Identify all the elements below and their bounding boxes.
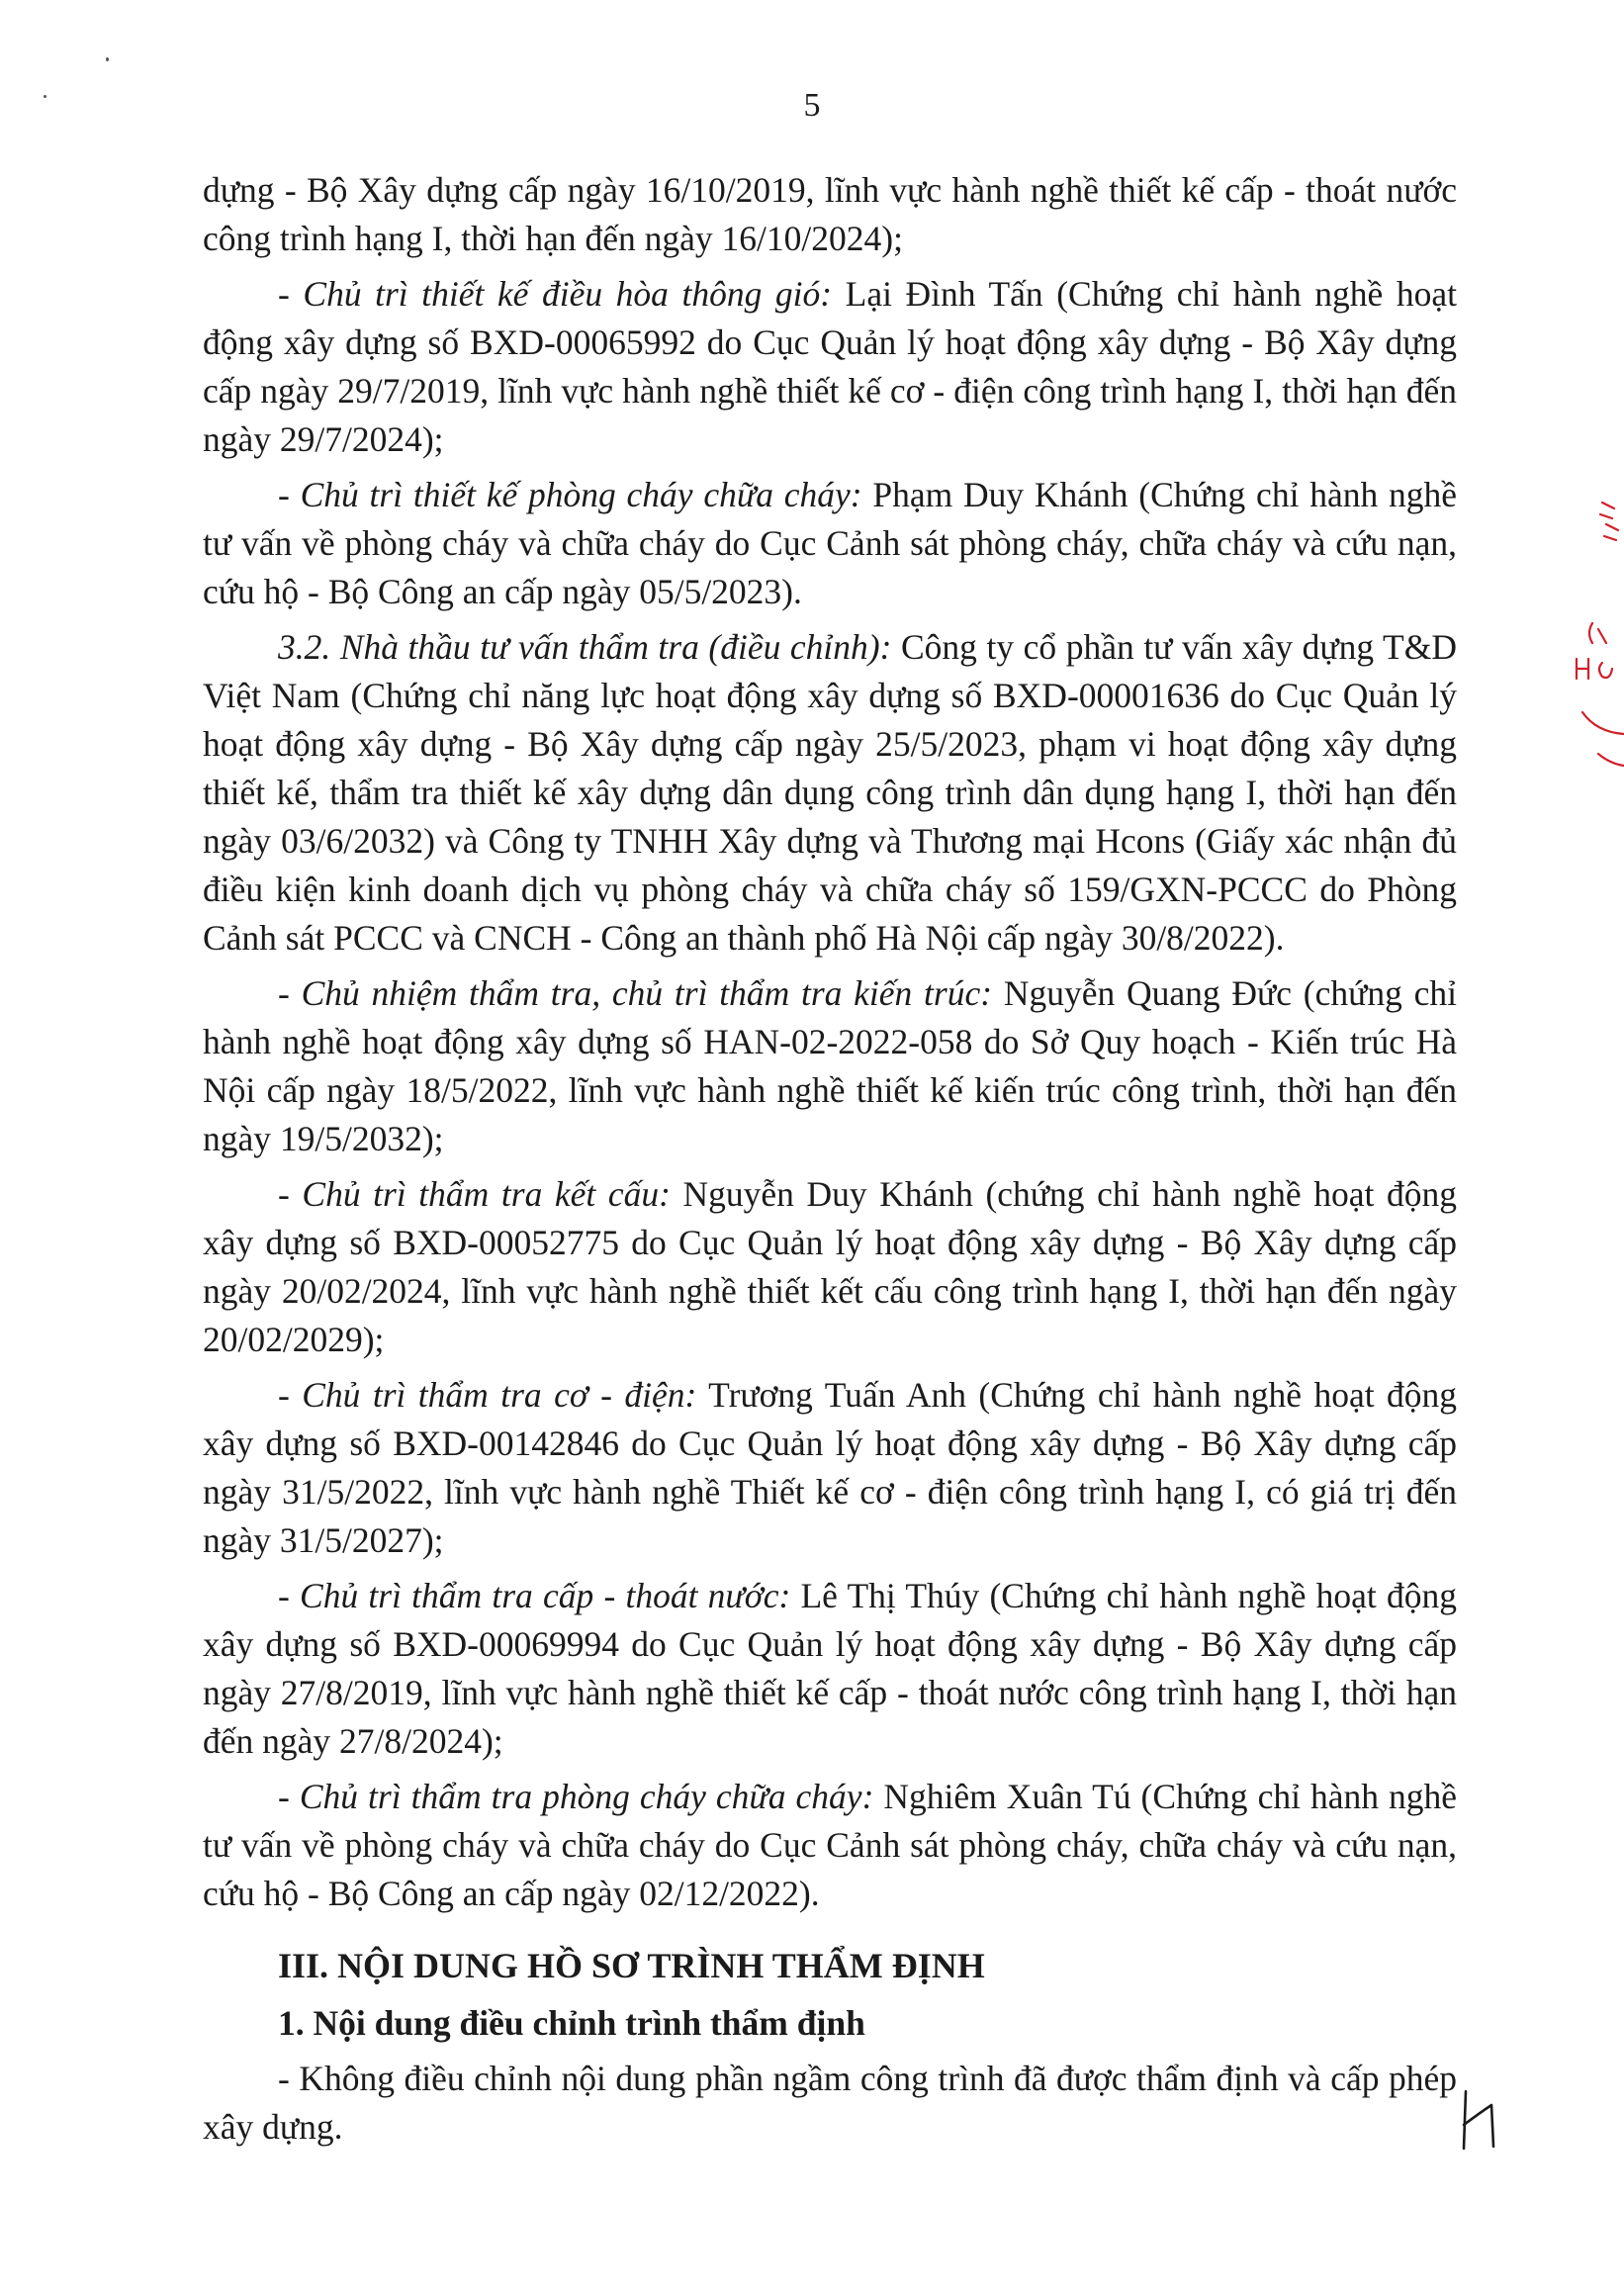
paragraph-plumbing-verifier: - Chủ trì thẩm tra cấp - thoát nước: Lê Thị Thúy (Chứng chỉ hành nghề hoạt động xây dựng số BXD-00069994 do Cục Quản lý hoạt động xây dựng - Bộ Xây dựng cấp ngày 27/8/2019, lĩnh vực hành nghề thiết kế cấp - thoát nước công trình hạng I, thời hạn đến ngày 27/8/2024); xyxy=(203,1576,1457,1761)
paragraph-hvac-designer: - Chủ trì thiết kế điều hòa thông gió: Lại Đình Tấn (Chứng chỉ hành nghề hoạt động xây dựng số BXD-00065992 do Cục Quản lý hoạt động xây dựng - Bộ Xây dựng cấp ngày 29/7/2019, lĩnh vực hành nghề thiết kế cơ - điện công trình hạng I, thời hạn đến ngày 29/7/2024); xyxy=(203,274,1457,459)
role-label: - Chủ trì thẩm tra kết cấu: xyxy=(278,1174,671,1214)
paragraph-lead-verifier: - Chủ nhiệm thẩm tra, chủ trì thẩm tra kiến trúc: Nguyễn Quang Đức (chứng chỉ hành nghề hoạt động xây dựng số HAN-02-2022-058 do Sở Quy hoạch - Kiến trúc Hà Nội cấp ngày 18/5/2022, lĩnh vực hành nghề thiết kế kiến trúc công trình, thời hạn đến ngày 19/5/2032); xyxy=(203,973,1457,1158)
role-label: 3.2. Nhà thầu tư vấn thẩm tra (điều chỉnh): xyxy=(278,627,892,667)
role-label: - Chủ trì thiết kế điều hòa thông gió: xyxy=(278,274,833,314)
role-label: - Chủ trì thiết kế phòng cháy chữa cháy: xyxy=(278,475,862,514)
page-number: 5 xyxy=(803,87,821,124)
document-body xyxy=(203,166,1457,2158)
paragraph-continued: dựng - Bộ Xây dựng cấp ngày 16/10/2019, lĩnh vực hành nghề thiết kế cấp - thoát nước công trình hạng I, thời hạn đến ngày 16/10/2024); xyxy=(203,170,1457,258)
paragraph-fire-verifier: - Chủ trì thẩm tra phòng cháy chữa cháy: Nghiêm Xuân Tú (Chứng chỉ hành nghề tư vấn về phòng cháy và chữa cháy do Cục Cảnh sát phòng cháy, chữa cháy và cứu nạn, cứu hộ - Bộ Công an cấp ngày 02/12/2022). xyxy=(203,1777,1457,1913)
paragraph-verification-contractor: 3.2. Nhà thầu tư vấn thẩm tra (điều chỉnh): Công ty cổ phần tư vấn xây dựng T&D Việt Nam (Chứng chỉ năng lực hoạt động xây dựng số BXD-00001636 do Cục Quản lý hoạt động xây dựng - Bộ Xây dựng cấp ngày 25/5/2023, phạm vi hoạt động xây dựng thiết kế, thẩm tra thiết kế xây dựng dân dụng công trình dân dụng hạng I, thời hạn đến ngày 03/6/2032) và Công ty TNHH Xây dựng và Thương mại Hcons (Giấy xác nhận đủ điều kiện kinh doanh dịch vụ phòng cháy và chữa cháy số 159/GXN-PCCC do Phòng Cảnh sát PCCC và CNCH - Công an thành phố Hà Nội cấp ngày 30/8/2022). xyxy=(203,627,1457,958)
section-heading: III. NỘI DUNG HỒ SƠ TRÌNH THẨM ĐỊNH xyxy=(278,1946,985,1985)
role-label: - Chủ nhiệm thẩm tra, chủ trì thẩm tra kiến trúc: xyxy=(278,973,993,1013)
paragraph-no-change: - Không điều chỉnh nội dung phần ngầm công trình đã được thẩm định và cấp phép xây dựng. xyxy=(203,2059,1457,2147)
paragraph-structure-verifier: - Chủ trì thẩm tra kết cấu: Nguyễn Duy Khánh (chứng chỉ hành nghề hoạt động xây dựng số BXD-00052775 do Cục Quản lý hoạt động xây dựng - Bộ Xây dựng cấp ngày 20/02/2024, lĩnh vực hành nghề thiết kết cấu công trình hạng I, thời hạn đến ngày 20/02/2029); xyxy=(203,1174,1457,1359)
scan-speck xyxy=(106,57,109,61)
handwritten-initials xyxy=(1458,2085,1501,2155)
role-label: - Chủ trì thẩm tra phòng cháy chữa cháy: xyxy=(278,1777,874,1816)
partial-red-stamp xyxy=(1563,485,1624,781)
role-label: - Chủ trì thẩm tra cơ - điện: xyxy=(278,1375,697,1415)
paragraph-fire-designer: - Chủ trì thiết kế phòng cháy chữa cháy: Phạm Duy Khánh (Chứng chỉ hành nghề tư vấn về phòng cháy và chữa cháy do Cục Cảnh sát phòng cháy, chữa cháy và cứu nạn, cứu hộ - Bộ Công an cấp ngày 05/5/2023). xyxy=(203,475,1457,611)
role-label: - Chủ trì thẩm tra cấp - thoát nước: xyxy=(278,1576,791,1615)
subsection-heading: 1. Nội dung điều chỉnh trình thẩm định xyxy=(278,2003,865,2043)
paragraph-mep-verifier: - Chủ trì thẩm tra cơ - điện: Trương Tuấn Anh (Chứng chỉ hành nghề hoạt động xây dựng số BXD-00142846 do Cục Quản lý hoạt động xây dựng - Bộ Xây dựng cấp ngày 31/5/2022, lĩnh vực hành nghề Thiết kế cơ - điện công trình hạng I, có giá trị đến ngày 31/5/2027); xyxy=(203,1375,1457,1560)
